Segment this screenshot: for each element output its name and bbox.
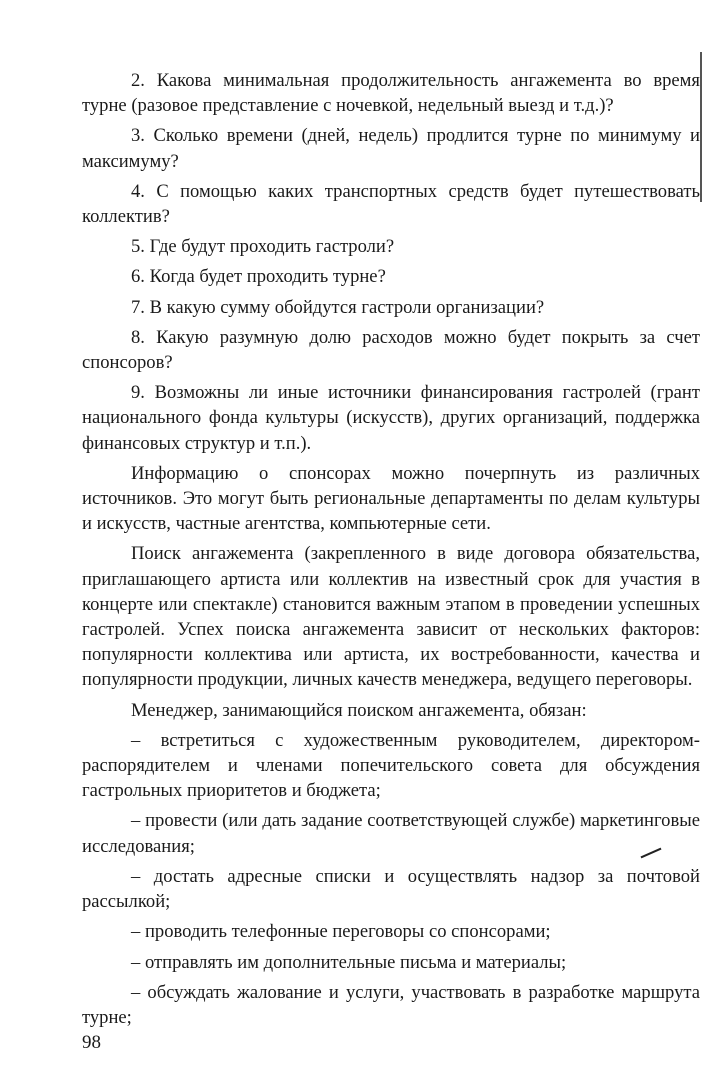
duty-item: – встретиться с художественным руководителем, директором-распорядителем и членами попечительского совета для обсуждения гастрольных приоритетов и бюджета; [82,729,700,802]
question-8: 8. Какую разумную долю расходов можно будет покрыть за счет спонсоров? [82,326,700,374]
duty-item: – провести (или дать задание соответствующей службе) маркетинговые исследования; [82,810,700,857]
duty-item: – проводить телефонные переговоры со спонсорами; [131,921,551,943]
manager-duties-intro: Менеджер, занимающийся поиском ангажемента, обязан: [131,699,587,721]
question-6: 6. Когда будет проходить турне? [131,266,386,288]
question-4: 4. С помощью каких транспортных средств будет путешествовать коллектив? [82,180,700,228]
duty-item: – обсуждать жалование и услуги, участвовать в разработке маршрута турне; [82,981,700,1028]
body-text [82,68,700,1035]
page-edge-shadow [700,52,702,202]
question-7: 7. В какую сумму обойдутся гастроли организации? [131,296,545,318]
page-number: 98 [82,1032,101,1053]
question-9: 9. Возможны ли иные источники финансирования гастролей (грант национального фонда культуры (искусств), других организаций, поддержка финансовых структур и т.п.). [82,382,700,454]
duty-item: – отправлять им дополнительные письма и материалы; [131,951,567,973]
engagement-paragraph: Поиск ангажемента (закрепленного в виде договора обязательства, приглашающего артиста или коллектив на известный срок для участия в концерте или спектакле) становится важным этапом в проведении успешных гастролей. Успех поиска ангажемента зависит от нескольких факторов: популярности коллектива или артиста, их востребованности, качества и популярности продукции, личных качеств менеджера, ведущего переговоры. [82,543,700,691]
question-3: 3. Сколько времени (дней, недель) продлится турне по минимуму и максимуму? [82,125,700,172]
question-2: 2. Какова минимальная продолжительность ангажемента во время турне (разовое представление с ночевкой, недельный выезд и т.д.)? [82,70,700,117]
duty-item: – достать адресные списки и осуществлять надзор за почтовой рассылкой; [82,865,700,913]
sponsors-paragraph: Информацию о спонсорах можно почерпнуть из различных источников. Это могут быть региональные департаменты по делам культуры и искусств, частные агентства, компьютерные сети. [82,462,700,535]
question-5: 5. Где будут проходить гастроли? [131,236,395,258]
